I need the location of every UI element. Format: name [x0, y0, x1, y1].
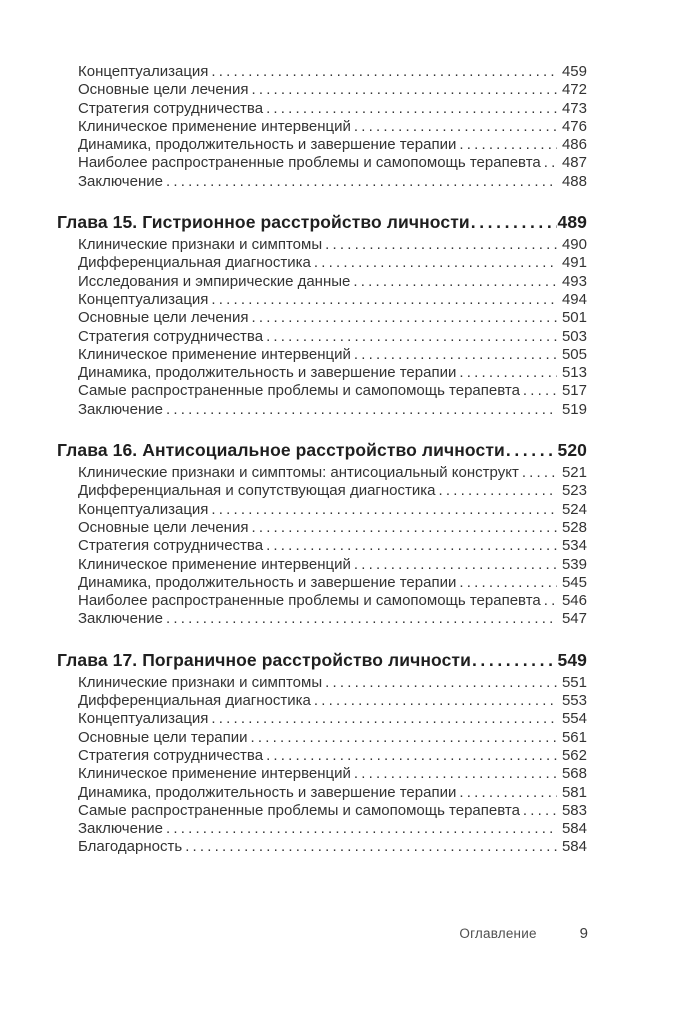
toc-section	[57, 438, 587, 629]
toc-entry	[57, 802, 587, 820]
toc-chapter-heading-label: Глава 16. Антисоциальное расстройство личности	[57, 440, 505, 461]
toc-entry-page: 490	[561, 236, 587, 254]
dot-leader	[523, 382, 557, 400]
toc-entry-page: 487	[561, 154, 587, 172]
toc-entry-page: 519	[561, 400, 587, 418]
toc-entry-label: Стратегия сотрудничества	[78, 746, 264, 764]
dot-leader	[459, 364, 557, 382]
toc-entry-label: Заключение	[78, 820, 163, 838]
toc-entry-label: Динамика, продолжительность и завершение терапии	[78, 136, 457, 154]
dot-leader	[354, 556, 557, 574]
toc-entry	[57, 692, 587, 710]
dot-leader	[506, 438, 557, 462]
toc-entry	[57, 81, 587, 99]
toc-entry-page: 476	[561, 117, 587, 135]
toc-entry	[57, 136, 587, 154]
toc-entry-page: 568	[561, 765, 587, 783]
dot-leader	[544, 592, 557, 610]
toc-section	[57, 648, 587, 857]
toc-entry	[57, 273, 587, 291]
dot-leader	[166, 401, 557, 419]
toc-entry-page: 523	[561, 482, 587, 500]
toc-entry-page: 547	[561, 610, 587, 628]
toc-entry-page: 517	[561, 382, 587, 400]
toc-entry-page: 513	[561, 364, 587, 382]
toc-entry	[57, 100, 587, 118]
toc-entry	[57, 63, 587, 81]
toc-entry	[57, 820, 587, 838]
toc-entry-label: Исследования и эмпирические данные	[78, 272, 351, 290]
dot-leader	[166, 173, 557, 191]
footer-page-number: 9	[579, 925, 588, 942]
dot-leader	[353, 273, 557, 291]
toc-chapter-heading-page: 549	[557, 649, 587, 670]
toc-entry	[57, 501, 587, 519]
dot-leader	[251, 309, 557, 327]
toc-entry-page: 534	[561, 537, 587, 555]
toc-entry	[57, 537, 587, 555]
toc-chapter-heading-label: Глава 15. Гистрионное расстройство личности	[57, 212, 470, 233]
toc-entry-label: Концептуализация	[78, 500, 209, 518]
toc-entry	[57, 291, 587, 309]
toc-entry-label: Основные цели лечения	[78, 81, 249, 99]
toc-entry-page: 501	[561, 309, 587, 327]
dot-leader	[471, 210, 557, 234]
toc-entry-label: Наиболее распространенные проблемы и самопомощь терапевта	[78, 154, 541, 172]
toc-entry-label: Дифференциальная диагностика	[78, 254, 311, 272]
toc-entry-page: 584	[561, 820, 587, 838]
toc-entry	[57, 610, 587, 628]
dot-leader	[251, 729, 557, 747]
dot-leader	[251, 81, 557, 99]
dot-leader	[459, 784, 557, 802]
toc-chapter-heading	[57, 210, 587, 234]
toc-entry	[57, 838, 587, 856]
toc-entry	[57, 710, 587, 728]
dot-leader	[459, 574, 557, 592]
toc-entry-page: 553	[561, 692, 587, 710]
toc-entry-page: 551	[561, 673, 587, 691]
toc-entry-label: Основные цели лечения	[78, 518, 249, 536]
toc-entry-label: Клиническое применение интервенций	[78, 555, 351, 573]
toc-entry	[57, 346, 587, 364]
toc-entry-label: Концептуализация	[78, 63, 209, 80]
toc-entry-page: 486	[561, 136, 587, 154]
dot-leader	[325, 236, 557, 254]
dot-leader	[522, 464, 557, 482]
toc-entry-label: Клинические признаки и симптомы	[78, 236, 323, 254]
toc-entry-label: Наиболее распространенные проблемы и самопомощь терапевта	[78, 592, 541, 610]
toc-entry	[57, 382, 587, 400]
toc-entry-page: 581	[561, 783, 587, 801]
toc-entry-label: Самые распространенные проблемы и самопомощь терапевта	[78, 382, 520, 400]
dot-leader	[325, 674, 557, 692]
toc-entry	[57, 482, 587, 500]
dot-leader	[354, 346, 557, 364]
dot-leader	[314, 254, 557, 272]
dot-leader	[211, 501, 557, 519]
dot-leader	[354, 765, 557, 783]
toc-entry-page: 583	[561, 801, 587, 819]
toc-entry-label: Основные цели терапии	[78, 728, 248, 746]
toc-entry-label: Дифференциальная диагностика	[78, 692, 311, 710]
toc-entry-label: Клиническое применение интервенций	[78, 117, 351, 135]
dot-leader	[211, 291, 557, 309]
toc-entry-label: Заключение	[78, 400, 163, 418]
toc-entry	[57, 519, 587, 537]
dot-leader	[211, 710, 557, 728]
dot-leader	[544, 154, 557, 172]
dot-leader	[523, 802, 557, 820]
toc-entry-page: 472	[561, 81, 587, 99]
toc-section	[57, 210, 587, 419]
toc-entry-page: 561	[561, 728, 587, 746]
toc-entry-page: 546	[561, 592, 587, 610]
toc-entry-label: Концептуализация	[78, 710, 209, 728]
toc-entry	[57, 784, 587, 802]
toc-chapter-heading-page: 520	[557, 440, 587, 461]
toc-entry-label: Дифференциальная и сопутствующая диагностика	[78, 482, 436, 500]
dot-leader	[439, 482, 557, 500]
toc-entry-page: 554	[561, 710, 587, 728]
toc-entry	[57, 254, 587, 272]
toc-entry	[57, 309, 587, 327]
toc-entry	[57, 674, 587, 692]
toc-entry	[57, 173, 587, 191]
toc-entry-page: 493	[561, 272, 587, 290]
toc-entry	[57, 154, 587, 172]
dot-leader	[266, 328, 557, 346]
dot-leader	[266, 747, 557, 765]
toc-chapter-heading	[57, 438, 587, 462]
toc-entry-page: 505	[561, 345, 587, 363]
dot-leader	[314, 692, 557, 710]
toc-section	[57, 63, 587, 191]
toc-entry-label: Заключение	[78, 610, 163, 628]
toc-entry	[57, 401, 587, 419]
dot-leader	[185, 838, 557, 856]
toc-entry-label: Самые распространенные проблемы и самопомощь терапевта	[78, 801, 520, 819]
toc-entry-page: 491	[561, 254, 587, 272]
toc-entry-label: Клинические признаки и симптомы: антисоциальный конструкт	[78, 464, 519, 482]
toc-entry-label: Благодарность	[78, 838, 183, 856]
toc-chapter-heading-label: Глава 17. Пограничное расстройство личности	[57, 649, 471, 670]
toc-entry	[57, 118, 587, 136]
toc-entry-page: 584	[561, 838, 587, 856]
toc-chapter-heading-page: 489	[557, 212, 587, 233]
footer-section-title: Оглавление	[459, 926, 537, 941]
toc-entry-page: 528	[561, 518, 587, 536]
toc-entry-label: Основные цели лечения	[78, 309, 249, 327]
toc-entry	[57, 765, 587, 783]
dot-leader	[472, 648, 557, 672]
toc-entry	[57, 364, 587, 382]
toc-entry-label: Клиническое применение интервенций	[78, 765, 351, 783]
toc-entry-label: Клиническое применение интервенций	[78, 345, 351, 363]
toc-entry-page: 562	[561, 746, 587, 764]
toc-entry-label: Стратегия сотрудничества	[78, 327, 264, 345]
toc-entry-label: Концептуализация	[78, 290, 209, 308]
dot-leader	[166, 820, 557, 838]
dot-leader	[251, 519, 557, 537]
toc-entry-page: 521	[561, 464, 587, 482]
toc-entry-page: 488	[561, 172, 587, 190]
dot-leader	[354, 118, 557, 136]
toc-entry-page: 539	[561, 555, 587, 573]
toc-entry-page: 503	[561, 327, 587, 345]
toc-entry-label: Динамика, продолжительность и завершение терапии	[78, 573, 457, 591]
toc-entry-page: 473	[561, 99, 587, 117]
toc-entry-label: Стратегия сотрудничества	[78, 537, 264, 555]
dot-leader	[459, 136, 557, 154]
page-footer	[57, 925, 588, 942]
toc-entry-label: Динамика, продолжительность и завершение терапии	[78, 364, 457, 382]
toc-entry-label: Клинические признаки и симптомы	[78, 673, 323, 691]
toc-entry-page: 524	[561, 500, 587, 518]
toc-entry	[57, 328, 587, 346]
toc-entry-page: 459	[561, 63, 587, 80]
toc-entry-label: Динамика, продолжительность и завершение терапии	[78, 783, 457, 801]
toc-entry	[57, 574, 587, 592]
toc-chapter-heading	[57, 648, 587, 672]
toc-entry	[57, 236, 587, 254]
toc-entry	[57, 729, 587, 747]
dot-leader	[266, 100, 557, 118]
toc-entry	[57, 464, 587, 482]
toc-entry-label: Заключение	[78, 172, 163, 190]
toc-entry	[57, 592, 587, 610]
dot-leader	[211, 63, 557, 81]
toc-entry-label: Стратегия сотрудничества	[78, 99, 264, 117]
toc-entry	[57, 747, 587, 765]
toc-entry	[57, 556, 587, 574]
dot-leader	[166, 610, 557, 628]
toc-entry-page: 494	[561, 290, 587, 308]
toc-list	[57, 63, 587, 857]
dot-leader	[266, 537, 557, 555]
toc-entry-page: 545	[561, 573, 587, 591]
